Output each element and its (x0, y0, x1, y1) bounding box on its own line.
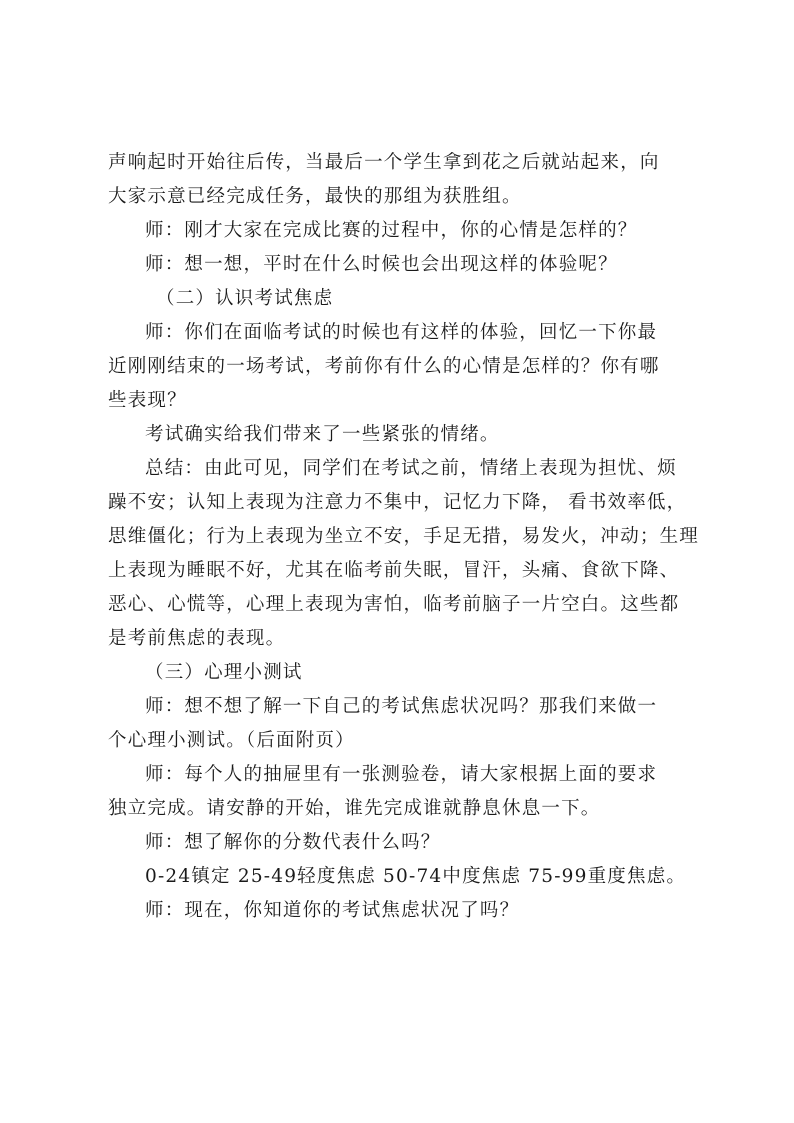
paragraph-line: 近刚刚结束的一场考试，考前你有什么的心情是怎样的？你有哪 (108, 356, 660, 377)
dialogue-line: 独立完成。请安静的开始，谁先完成谁就静息休息一下。 (108, 798, 601, 819)
paragraph-line: 些表现？ (108, 390, 187, 411)
document-body (108, 146, 708, 928)
paragraph-line: 声响起时开始往后传，当最后一个学生拿到花之后就站起来，向 (108, 152, 660, 173)
dialogue-line: 个心理小测试。（后面附页） (108, 730, 355, 751)
dialogue-line: 师：想不想了解一下自己的考试焦虑状况吗？那我们来做一 (145, 696, 658, 717)
dialogue-line: 师：你们在面临考试的时候也有这样的体验，回忆一下你最 (145, 322, 658, 343)
summary-line: 躁不安；认知上表现为注意力不集中，记忆力下降， 看书效率低， (108, 492, 687, 513)
dialogue-line: 师：想一想，平时在什么时候也会出现这样的体验呢？ (145, 254, 618, 275)
dialogue-line: 师：现在，你知道你的考试焦虑状况了吗？ (145, 900, 520, 921)
summary-line: 思维僵化；行为上表现为坐立不安，手足无措，易发火，冲动；生理 (108, 526, 700, 547)
summary-line: 上表现为睡眠不好，尤其在临考前失眠，冒汗，头痛、食欲下降、 (108, 560, 680, 581)
score-scale-line: 0-24镇定 25-49轻度焦虑 50-74中度焦虑 75-99重度焦虑。 (145, 866, 687, 887)
dialogue-line: 师：想了解你的分数代表什么吗？ (145, 832, 441, 853)
section-heading: （三）心理小测试 (145, 662, 303, 683)
section-heading: （二）认识考试焦虑 (156, 288, 334, 309)
summary-line: 总结：由此可见，同学们在考试之前，情绪上表现为担忧、烦 (145, 458, 677, 479)
dialogue-line: 师：每个人的抽屉里有一张测验卷，请大家根据上面的要求 (145, 764, 658, 785)
dialogue-line: 师：刚才大家在完成比赛的过程中，你的心情是怎样的？ (145, 220, 638, 241)
summary-line: 是考前焦虑的表现。 (108, 628, 286, 649)
paragraph-line: 考试确实给我们带来了一些紧张的情绪。 (145, 424, 500, 445)
paragraph-line: 大家示意已经完成任务，最快的那组为获胜组。 (108, 186, 522, 207)
summary-line: 恶心、心慌等，心理上表现为害怕，临考前脑子一片空白。这些都 (108, 594, 680, 615)
